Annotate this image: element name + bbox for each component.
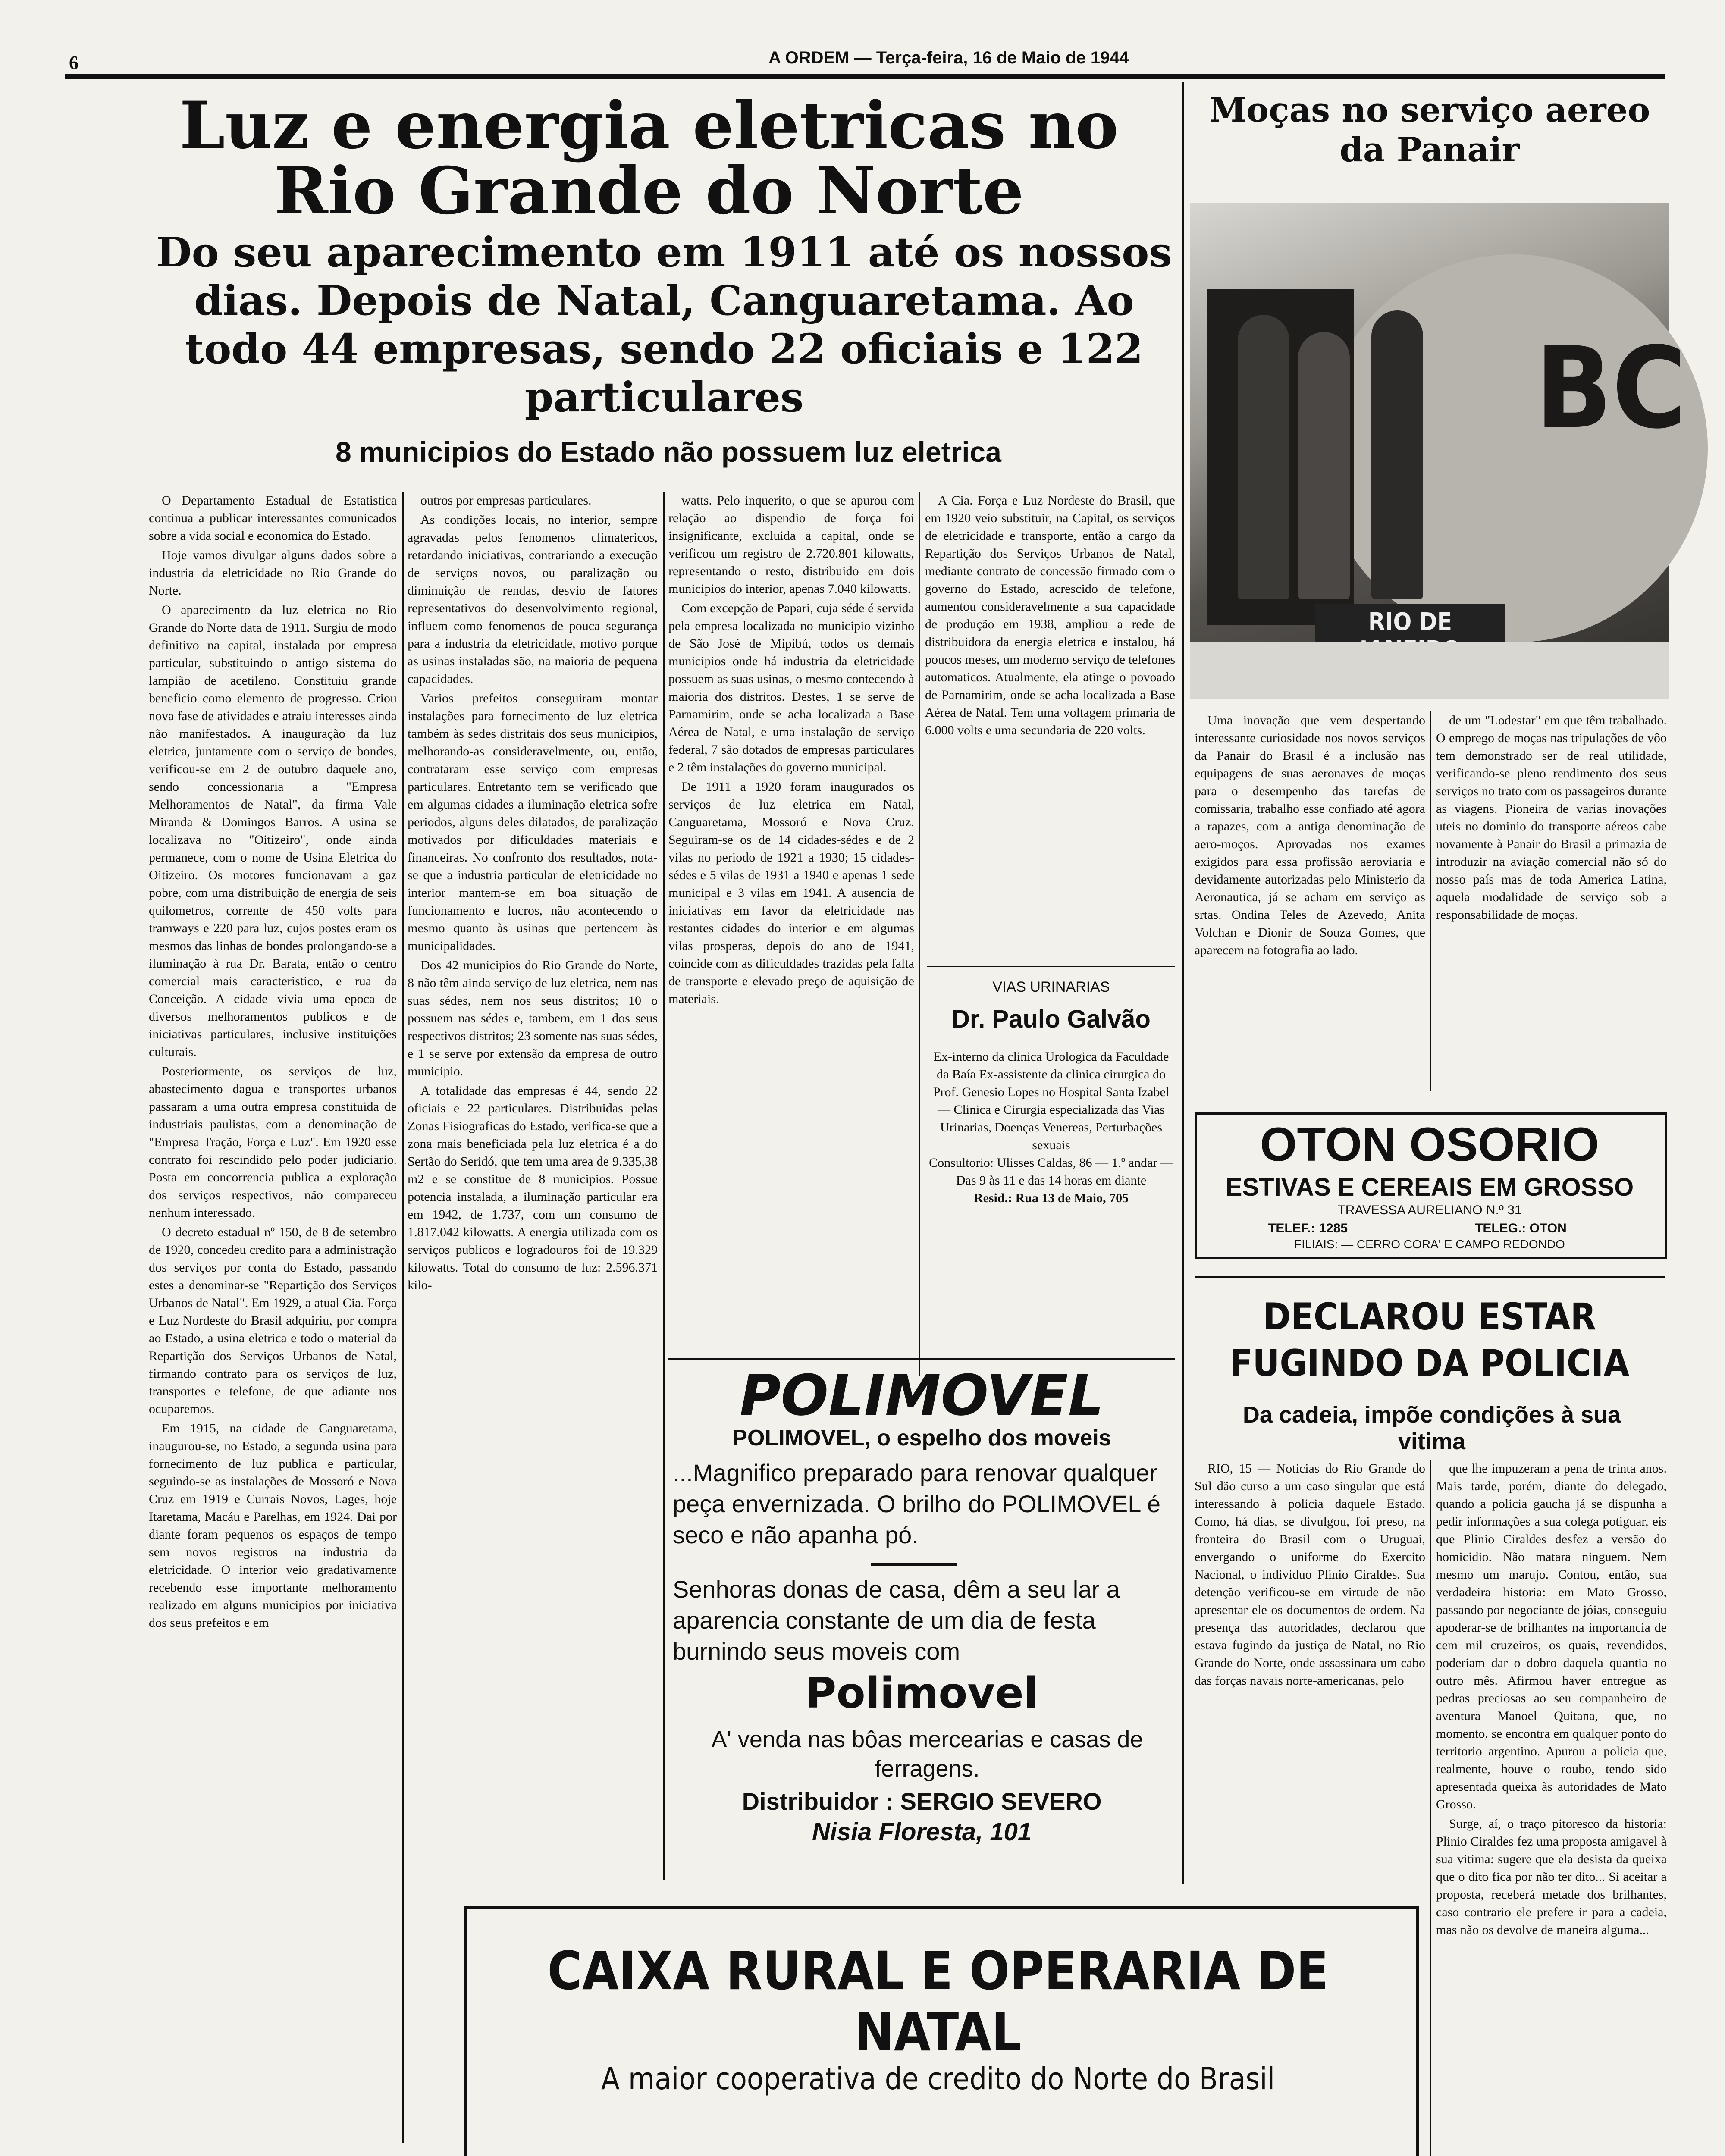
- paragraph: Hoje vamos divulgar alguns dados sobre a industria da eletricidade no Rio Grande do Norte.: [149, 548, 397, 598]
- column-rule: [663, 492, 665, 1880]
- article-column-2: [408, 492, 658, 1296]
- fugitive-subhead: Da cadeia, impõe condições à sua vitima: [1242, 1402, 1621, 1454]
- doctor-ad-section: VIAS URINARIAS: [992, 979, 1110, 995]
- paragraph: Dos 42 municipios do Rio Grande do Norte, 8 não têm ainda serviço de luz eletrica, nem nas suas sédes, nem nos seus distritos; 10 o possuem nas sédes e, tambem, em 1 dos seus respectivos distritos; 23 somente nas suas sédes, e 1 se serve por extensão da empresa de outro municipio.: [408, 958, 658, 1078]
- fugitive-column-1: [1195, 1460, 1425, 1691]
- panair-photo: [1190, 203, 1686, 699]
- main-subhead: Do seu aparecimento em 1911 até os nossos dias. Depois de Natal, Canguaretama. Ao todo 44 empresas, sendo 22 oficiais e 122 particulares: [156, 229, 1172, 421]
- paragraph: Uma inovação que vem despertando interessante curiosidade nos novos serviços da Panair do Brasil é a inclusão nas equipagens de suas aeronaves de moças para o desempenho das tarefas de comissaria, trabalho esse confiado até agora a rapazes, com a antiga denominação de aero-moços. Aprovadas nos exames exigidos para essa profissão aeroviaria e devidamente autorizadas pelo Ministerio da Aeronautica, já se acham em serviço as srtas. Ondina Teles de Azevedo, Anita Volchan e Dionir de Souza Gomes, que aparecem na fotografia ao lado.: [1195, 713, 1425, 957]
- oton-ad-subtitle: ESTIVAS E CEREAIS EM GROSSO: [1225, 1173, 1634, 1201]
- photo-person: [1238, 315, 1289, 599]
- paragraph: De 1911 a 1920 foram inaugurados os serviços de luz eletrica em Natal, Canguaretama, Mossoró e Nova Cruz. Seguiram-se os de 14 cidades-sédes e de 2 vilas no periodo de 1921 a 1930; 15 cidades-sédes e 5 vilas de 1931 a 1940 e apenas 1 sede municipal e 3 vilas em 1941. A ausencia de iniciativas em favor da eletricidade nas restantes cidades do interior e em algumas vilas prosperas, depois do ano de 1941, coincide com as dificuldades trazidas pela falta de transporte e elevado preço de aquisição de materiais.: [668, 780, 914, 1006]
- photo-aircraft-plate-text: RIO DE: [1368, 608, 1452, 636]
- masthead-rule: [65, 74, 1665, 79]
- doctor-ad-consultorio: Consultorio: Ulisses Caldas, 86 — 1.º andar — Das 9 às 11 e das 14 horas em diante: [929, 1156, 1173, 1188]
- oton-ad-name: OTON OSORIO: [1260, 1118, 1600, 1171]
- paragraph: A Cia. Força e Luz Nordeste do Brasil, que em 1920 veio substituir, na Capital, os serviços de eletricidade e transporte, então a cargo da Repartição dos Serviços Urbanos de Natal, mediante contrato de concessão firmado com o governo do Estado, acrescido de telefone, aumentou consideravelmente a sua capacidade de produção em 1938, ampliou a rede de distribuidora da energia eletrica e instalou, há poucos meses, um moderno serviço de telefones automaticos. Atualmente, ela atinge o povoado de Parnamirim, onde se acha localizada a Base Aérea de Natal. Tem uma voltagem primaria de 6.000 volts e uma secundaria de 220 volts.: [925, 493, 1175, 737]
- masthead-line: A ORDEM — Terça-feira, 16 de Maio de 1944: [768, 48, 1129, 67]
- column-rule: [1430, 711, 1431, 1091]
- main-kicker: 8 municipios do Estado não possuem luz eletrica: [335, 436, 1001, 468]
- paragraph: RIO, 15 — Noticias do Rio Grande do Sul dão curso a um caso singular que está interessando à policia daquele Estado. Como, há dias, se divulgou, foi preso, na fronteira do Brasil com o Uruguai, envergando o uniforme do Exercito Nacional, o individuo Plinio Ciraldes. Sua detenção verificou-se em virtude de não apresentar ele os documentos de ordem. Na presença das autoridades, declarou que estava fugindo da justiça de Natal, no Rio Grande do Norte, onde assassinara um cabo das forças navais norte-americanas, pelo: [1195, 1461, 1425, 1688]
- polimovel-title: POLIMOVEL: [740, 1363, 1104, 1428]
- paragraph: watts. Pelo inquerito, o que se apurou com relação ao dispendio de força foi insignificante, excluida a capital, onde se verificou um registro de 2.720.801 kilowatts, representando o resto, distribuido em dois municipios do interior, apenas 7.040 kilowatts.: [668, 493, 914, 596]
- ad-rule: [668, 1358, 1175, 1360]
- polimovel-tagline: POLIMOVEL, o espelho dos moveis: [732, 1426, 1111, 1451]
- oton-ad-teleg: TELEG.: OTON: [1475, 1221, 1567, 1235]
- panair-headline: Moças no serviço aereo da Panair: [1209, 91, 1650, 169]
- ad-rule: [927, 966, 1175, 967]
- fugitive-column-2: [1436, 1460, 1667, 1940]
- section-rule: [1182, 82, 1184, 1884]
- paragraph: de um "Lodestar" em que têm trabalhado. O emprego de moças nas tripulações de vôo tem demonstrado ser de real utilidade, verificando-se pleno rendimento dos seus serviços no trato com os passageiros durante as viagens. Pioneira de varias inovações uteis no dominio do transporte aéreos cabe novamente à Panair do Brasil a primazia de introduzir na aviação comercial não só do nosso país mas de toda America Latina, aquela modalidade de serviço sob a responsabilidade de moças.: [1436, 713, 1667, 922]
- paragraph: A totalidade das empresas é 44, sendo 22 oficiais e 22 particulares. Distribuidas pelas Zonas Fisiograficas do Estado, verifica-se que a zona mais beneficiada pela luz eletrica é a do Sertão do Seridó, que tem uma area de 9.335,38 m2 e se constitue de 8 municipios. Possue potencia instalada, a iluminação particular era em 1942, de 1.737, com um consumo de 1.817.042 kilowatts. A energia utilizada com os serviços publicos e logradouros foi de 19.329 kilowatts. Total do consumo de luz: 2.596.371 kilo-: [408, 1084, 658, 1292]
- polimovel-distributor: Distribuidor : SERGIO SEVERO: [742, 1788, 1102, 1815]
- doctor-ad-text: Ex-interno da clinica Urologica da Faculdade da Baía Ex-assistente da clinica cirurgica do Prof. Genesio Lopes no Hospital Santa Izabel — Clinica e Cirurgia especializada das Vias Urinarias, Doenças Venereas, Perturbações sexuais: [933, 1050, 1170, 1152]
- paragraph: O Departamento Estadual de Estatistica continua a publicar interessantes comunicados sobre a vida social e economica do Estado.: [149, 493, 397, 543]
- column-rule: [1430, 1460, 1431, 2156]
- panair-column-2: [1436, 711, 1667, 925]
- paragraph: O aparecimento da luz eletrica no Rio Grande do Norte data de 1911. Surgiu de modo definitivo na capital, instalada por empresa particular, substituindo o antigo sistema do lampião de acetileno. Constituiu grande beneficio como elemento de progresso. Criou nova fase de atividades e atraiu interesses ainda não manifestados. A inauguração da luz eletrica, juntamente com o serviço de bondes, verificou-se em 2 de outubro daquele ano, sendo concessionaria a "Empresa Melhoramentos de Natal", da firma Vale Miranda & Domingos Barros. A usina se localizava no "Oitizeiro", onde ainda permanece, com o nome de Usina Eletrica do Oitizeiro. Os motores funcionavam a gaz pobre, com uma distribuição de energia de seis quilometros, corrente de 450 volts para tramways e 220 para luz, cujos postes eram os mesmos das linhas de bondes prolongando-se a iluminação à rua Dr. Barata, então o centro comercial mais caracteristico, e rua da Conceição. A cidade vivia uma epoca de diversos melhoramentos publicos e de iniciativas particulares, inclusive instituições culturais.: [149, 603, 397, 1059]
- doctor-ad-residencia: Resid.: Rua 13 de Maio, 705: [973, 1191, 1129, 1205]
- paragraph: Surge, aí, o traço pitoresco da historia: Plinio Ciraldes fez uma proposta amigavel à sua vitima: sugere que ela desista da queixa que o dito fica por não ter dito... Si aceitar a proposta, receberá metade dos brilhantes, caso contrario ele prefere ir para a cadeia, mas não os devolve de maneira alguma...: [1436, 1817, 1667, 1937]
- article-column-1: [149, 492, 397, 1633]
- paragraph: que lhe impuzeram a pena de trinta anos. Mais tarde, porém, diante do delegado, quando a policia gaucha já se dispunha a pedir informações a sua colega potiguar, eis que Plinio Ciraldes desfez a versão do homicidio. Não matara ninguem. Nem mesmo um marujo. Contou, então, sua verdadeira historia: em Mato Grosso, passando por negociante de jóias, conseguiu apoderar-se de brilhantes na importancia de cem mil cruzeiros, os quais, revendidos, poderiam dar o dobro daquela quantia no outro mês. Afirmou haver entregue as pedras preciosas ao seu companheiro de aventura Manoel Quitana, que, no momento, se encontra em qualquer ponto do territorio argentino. Apurou a policia que, realmente, houve o roubo, tendo sido apresentada queixa às autoridades de Mato Grosso.: [1436, 1461, 1667, 1811]
- paragraph: Em 1915, na cidade de Canguaretama, inaugurou-se, no Estado, a segunda usina para fornecimento de luz publica e particular, seguindo-se as instalações de Mossoró e Nova Cruz em 1919 e Currais Novos, Lages, hoje Itaretama, Macáu e Parelhas, em 1924. Dai por diante foram pequenos os espaços de tempo sem novos registros na industria da eletricidade. O interior veio gradativamente recebendo esse importante melhoramento realizado em alguns municipios por iniciativa dos seus prefeitos e em: [149, 1421, 397, 1630]
- paragraph: As condições locais, no interior, sempre agravadas pelos fenomenos climatericos, retardando iniciativas, contrariando a execução de serviços novos, ou paralização ou diminuição de rendas, desvio de fatores representativos do desenvolvimento regional, influem como fenomenos de pouca segurança para a industria da eletricidade, motivo porque as usinas instaladas são, na maioria de pequena capacidades.: [408, 513, 658, 686]
- article-column-4: [925, 492, 1175, 741]
- caixa-ad-line1: A maior cooperativa de credito do Norte do Brasil: [601, 2061, 1275, 2096]
- main-headline: Luz e energia eletricas no Rio Grande do Norte: [179, 88, 1119, 229]
- polimovel-address: Nisia Floresta, 101: [812, 1818, 1032, 1846]
- caixa-ad-title: CAIXA RURAL E OPERARIA DE NATAL: [547, 1940, 1329, 2063]
- page-number: 6: [69, 52, 78, 73]
- photo-ground: [1190, 642, 1669, 699]
- paragraph: Varios prefeitos conseguiram montar instalações para fornecimento de luz eletrica também às sedes distritais dos seus municipios, melhorando-as consideravelmente, ou, então, contrataram esse serviço com empresas particulares. Entretanto tem se verificado que em algumas cidades a iluminação eletrica sofre periodos, alguns deles dilatados, de paralização motivados por dificuldades materiais e financeiras. No confronto dos resultados, nota-se que a industria particular de eletricidade no interior mantem-se em boa situação de funcionamento e lucros, não acontecendo o mesmo quanto às usinas que pertencem às municipalidades.: [408, 691, 658, 953]
- polimovel-body2: Senhoras donas de casa, dêm a seu lar a aparencia constante de um dia de festa burnindo seus moveis com: [673, 1576, 1120, 1665]
- polimovel-brand: Polimovel: [805, 1669, 1038, 1718]
- polimovel-body3: A' venda nas bôas mercearias e casas de ferragens.: [711, 1727, 1143, 1782]
- column-rule: [919, 492, 920, 1376]
- doctor-ad-body: [927, 1048, 1175, 1207]
- article-column-3: [668, 492, 914, 1009]
- oton-ad-phone: TELEF.: 1285: [1268, 1221, 1348, 1235]
- oton-ad-address: TRAVESSA AURELIANO N.º 31: [1337, 1203, 1522, 1217]
- paragraph: O decreto estadual nº 150, de 8 de setembro de 1920, concedeu credito para a administração dos serviços por conta do Estado, passando estes a denominar-se "Repartição dos Serviços Urbanos de Natal". Em 1929, a atual Cia. Força e Luz Nordeste do Brasil adquiriu, por compra ao Estado, a usina eletrica e todo o material da Repartição dos Serviços Urbanos de Natal, firmando contrato para os serviços de luz, transportes e telefone, de que adiante nos ocuparemos.: [149, 1225, 397, 1416]
- photo-person: [1298, 332, 1350, 599]
- section-rule: [1195, 1276, 1665, 1278]
- paragraph: Com excepção de Papari, cuja séde é servida pela empresa localizada no municipio vizinho de São José de Mipibú, todos os demais municipios onde há industria da eletricidade possuem as suas usinas, o mesmo contecendo à maioria dos distritos. Destes, 1 se serve de Parnamirim, onde se acha localizada a Base Aérea de Natal, e uma instalação de serviço federal, 7 são dotados de empresas particulares e 2 têm instalações do governo municipal.: [668, 601, 914, 774]
- paragraph: Posteriormente, os serviços de luz, abastecimento dagua e transportes urbanos passaram a uma outra empresa constituida de industriais paulistas, com a denominação de "Empresa Tração, Força e Luz". Em 1920 esse contrato foi rescindido pelo poder judiciario. Posta em concorrencia publica a exploração dos serviços respectivos, não compareceu nenhum interessado.: [149, 1064, 397, 1220]
- polimovel-body1: ...Magnifico preparado para renovar qualquer peça envernizada. O brilho do POLIMOVEL é seco e não apanha pó.: [673, 1459, 1160, 1548]
- paragraph: outros por empresas particulares.: [420, 493, 592, 508]
- photo-person: [1371, 310, 1423, 599]
- panair-column-1: [1195, 711, 1425, 961]
- oton-ad-branches: FILIAIS: — CERRO CORA' E CAMPO REDONDO: [1294, 1238, 1565, 1251]
- doctor-ad-name: Dr. Paulo Galvão: [952, 1005, 1151, 1033]
- photo-aircraft-marking: BC: [1535, 323, 1686, 454]
- fugitive-headline: DECLAROU ESTAR FUGINDO DA POLICIA: [1229, 1295, 1630, 1385]
- column-rule: [402, 492, 404, 2143]
- ad-rule: [871, 1563, 957, 1566]
